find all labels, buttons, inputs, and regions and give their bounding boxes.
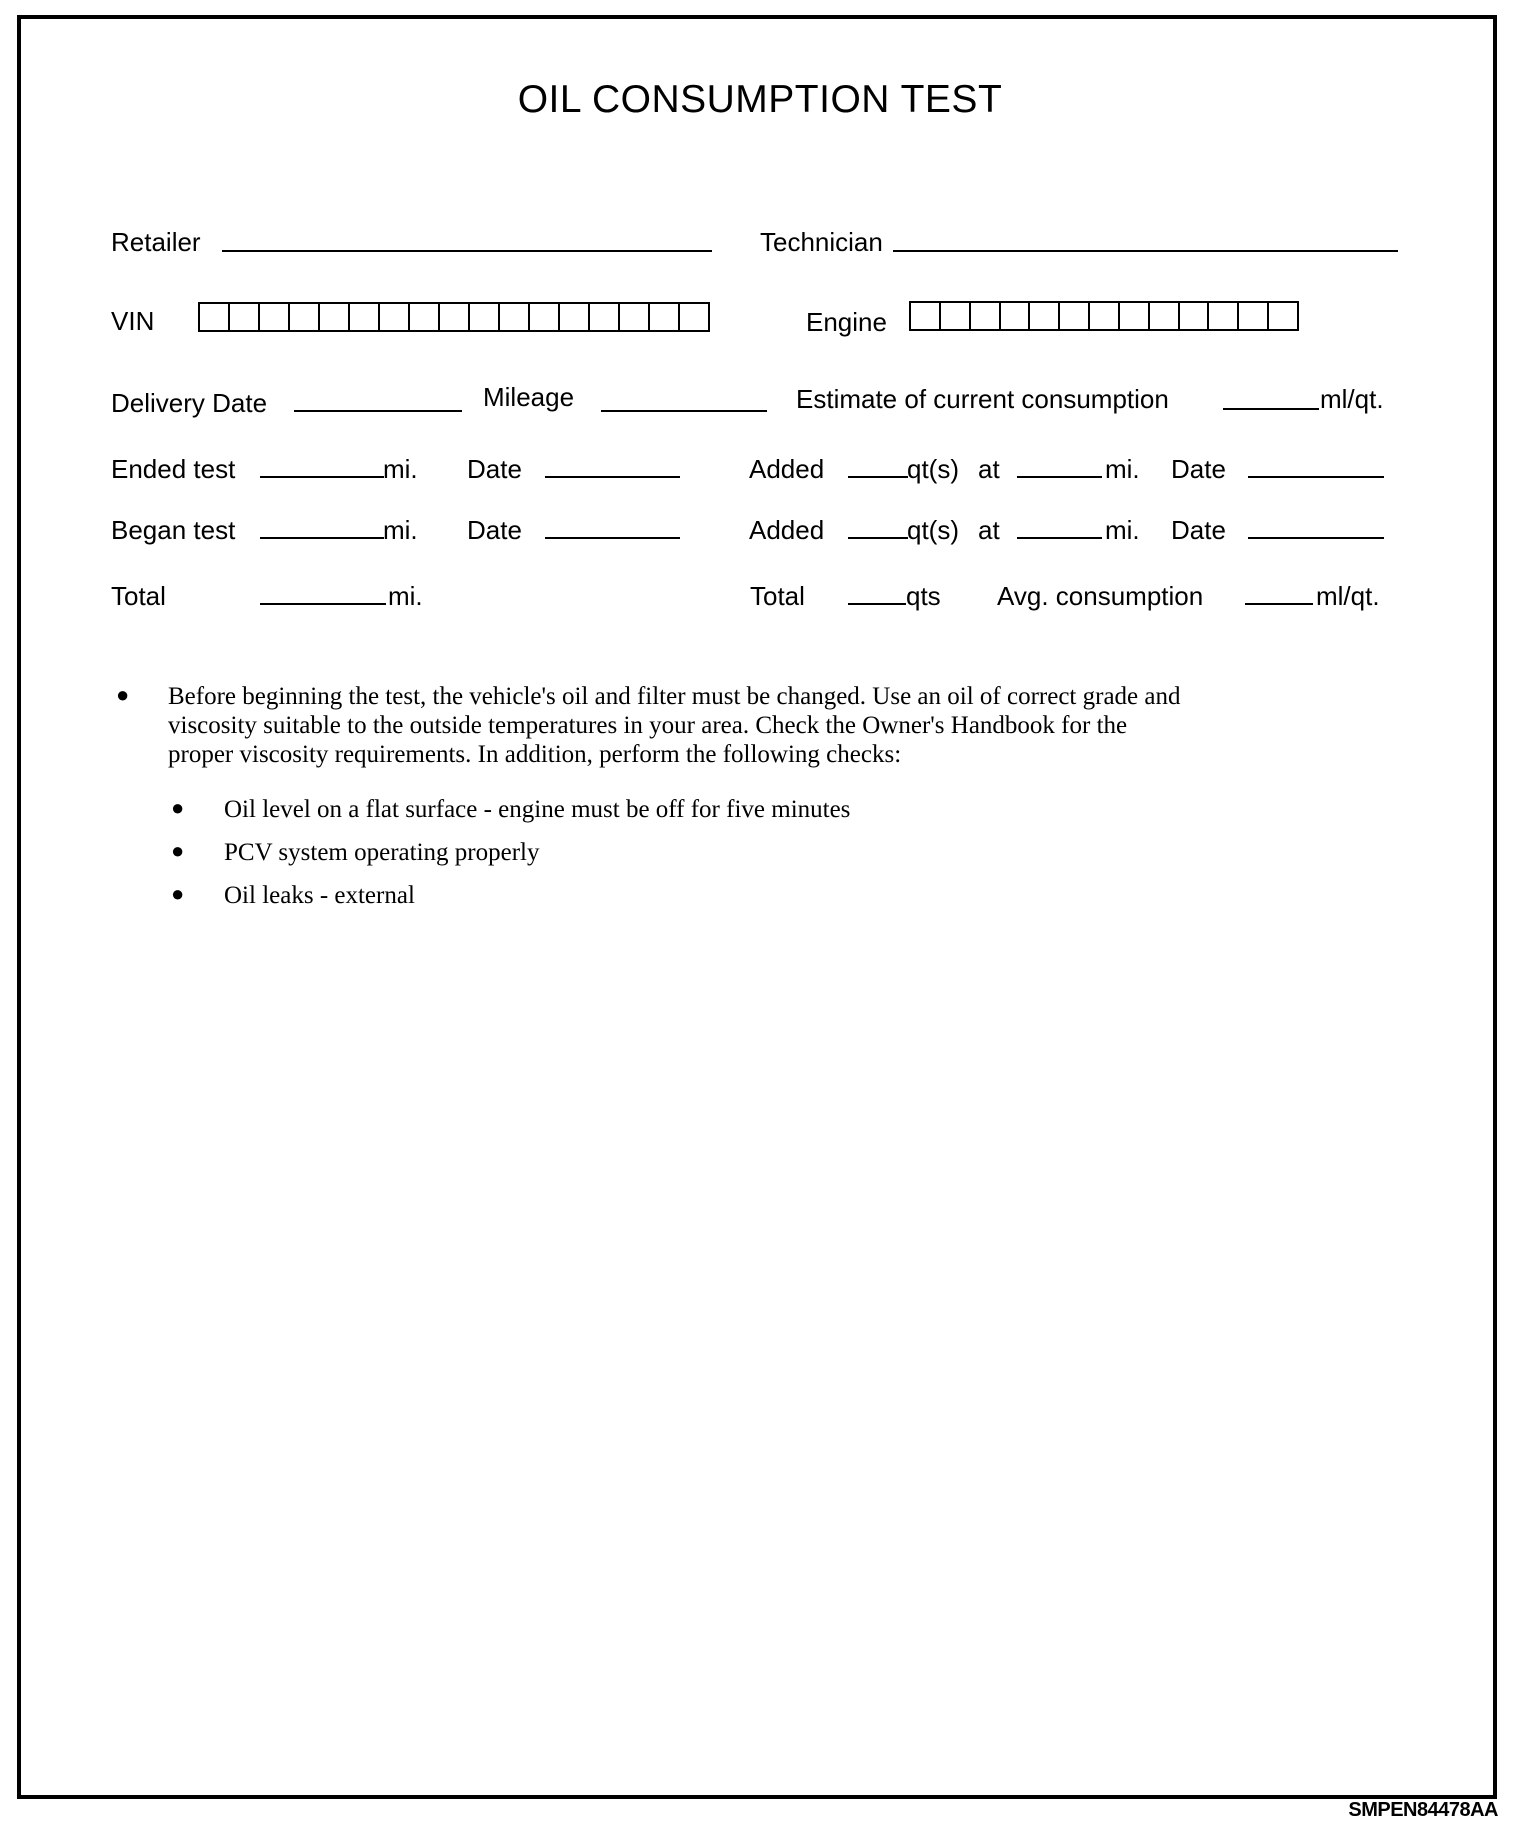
vin-character-box[interactable] <box>410 304 440 330</box>
vin-character-box[interactable] <box>440 304 470 330</box>
vin-input-boxes[interactable] <box>198 302 710 332</box>
instructions-line: viscosity suitable to the outside temperatures in your area. Check the Owner's Handbook for the <box>168 712 1128 739</box>
added-1-label: Added <box>749 454 825 484</box>
added-2-mi-unit: mi. <box>1105 515 1140 545</box>
vin-character-box[interactable] <box>320 304 350 330</box>
vin-character-box[interactable] <box>200 304 230 330</box>
estimate-consumption-label: Estimate of current consumption <box>796 384 1169 414</box>
vin-character-box[interactable] <box>560 304 590 330</box>
engine-label: Engine <box>806 307 887 337</box>
added-1-date-label: Date <box>1171 454 1226 484</box>
added-1-qts-unit: qt(s) <box>907 454 959 484</box>
technician-field[interactable] <box>893 250 1398 252</box>
retailer-field[interactable] <box>222 250 712 252</box>
vin-character-box[interactable] <box>350 304 380 330</box>
engine-character-box[interactable] <box>1209 303 1239 329</box>
engine-character-box[interactable] <box>1090 303 1120 329</box>
estimate-consumption-field[interactable] <box>1223 408 1319 410</box>
ended-test-date-label: Date <box>467 454 522 484</box>
vin-character-box[interactable] <box>590 304 620 330</box>
vin-character-box[interactable] <box>230 304 260 330</box>
engine-input-boxes[interactable] <box>909 301 1299 331</box>
total-qts-label: Total <box>750 581 805 611</box>
bullet-icon: ● <box>171 795 185 820</box>
avg-consumption-unit: ml/qt. <box>1316 581 1380 611</box>
vin-character-box[interactable] <box>620 304 650 330</box>
began-test-date-label: Date <box>467 515 522 545</box>
delivery-date-field[interactable] <box>294 410 462 412</box>
added-1-date-field[interactable] <box>1248 476 1384 478</box>
added-2-qts-unit: qt(s) <box>907 515 959 545</box>
technician-label: Technician <box>760 227 883 257</box>
instructions-paragraph <box>168 682 1408 769</box>
total-miles-field[interactable] <box>260 603 386 605</box>
vin-character-box[interactable] <box>680 304 708 330</box>
engine-character-box[interactable] <box>1180 303 1210 329</box>
mileage-field[interactable] <box>601 410 767 412</box>
added-1-mileage-field[interactable] <box>1017 476 1102 478</box>
engine-character-box[interactable] <box>1060 303 1090 329</box>
added-2-at: at <box>978 515 1000 545</box>
engine-character-box[interactable] <box>1269 303 1297 329</box>
check-item: Oil level on a flat surface - engine must be off for five minutes <box>224 796 851 823</box>
engine-character-box[interactable] <box>971 303 1001 329</box>
bullet-icon: ● <box>171 881 185 906</box>
vin-character-box[interactable] <box>470 304 500 330</box>
figure-code: SMPEN84478AA <box>1348 1799 1498 1821</box>
delivery-date-label: Delivery Date <box>111 388 268 418</box>
added-2-qts-field[interactable] <box>848 537 908 539</box>
vin-character-box[interactable] <box>260 304 290 330</box>
added-2-date-label: Date <box>1171 515 1226 545</box>
instructions-line: Before beginning the test, the vehicle's oil and filter must be changed. Use an oil of correct grade and <box>168 683 1181 710</box>
check-item: PCV system operating properly <box>224 839 540 866</box>
avg-consumption-label: Avg. consumption <box>997 581 1204 611</box>
ended-test-label: Ended test <box>111 454 236 484</box>
retailer-label: Retailer <box>111 227 201 257</box>
engine-character-box[interactable] <box>941 303 971 329</box>
added-1-at: at <box>978 454 1000 484</box>
vin-character-box[interactable] <box>290 304 320 330</box>
total-miles-label: Total <box>111 581 166 611</box>
engine-character-box[interactable] <box>1120 303 1150 329</box>
mileage-label: Mileage <box>483 382 575 412</box>
added-1-qts-field[interactable] <box>848 476 908 478</box>
began-test-mileage-field[interactable] <box>260 537 384 539</box>
estimate-unit: ml/qt. <box>1320 384 1384 414</box>
vin-character-box[interactable] <box>650 304 680 330</box>
check-item: Oil leaks - external <box>224 882 415 909</box>
vin-character-box[interactable] <box>530 304 560 330</box>
began-test-date-field[interactable] <box>545 537 680 539</box>
vin-character-box[interactable] <box>500 304 530 330</box>
total-qts-unit: qts <box>906 581 941 611</box>
vin-label: VIN <box>111 306 155 336</box>
bullet-icon: ● <box>171 838 185 863</box>
avg-consumption-field[interactable] <box>1245 603 1313 605</box>
engine-character-box[interactable] <box>1001 303 1031 329</box>
began-test-unit: mi. <box>383 515 418 545</box>
bullet-icon: ● <box>116 682 130 707</box>
total-qts-field[interactable] <box>848 603 906 605</box>
ended-test-date-field[interactable] <box>545 476 680 478</box>
engine-character-box[interactable] <box>1239 303 1269 329</box>
engine-character-box[interactable] <box>1030 303 1060 329</box>
ended-test-mileage-field[interactable] <box>260 476 384 478</box>
vin-character-box[interactable] <box>380 304 410 330</box>
form-title: OIL CONSUMPTION TEST <box>517 78 1003 121</box>
added-2-label: Added <box>749 515 825 545</box>
added-2-date-field[interactable] <box>1248 537 1384 539</box>
ended-test-unit: mi. <box>383 454 418 484</box>
began-test-label: Began test <box>111 515 236 545</box>
engine-character-box[interactable] <box>911 303 941 329</box>
total-miles-unit: mi. <box>388 581 423 611</box>
engine-character-box[interactable] <box>1150 303 1180 329</box>
added-1-mi-unit: mi. <box>1105 454 1140 484</box>
instructions-line: proper viscosity requirements. In addition, perform the following checks: <box>168 741 902 768</box>
added-2-mileage-field[interactable] <box>1017 537 1102 539</box>
